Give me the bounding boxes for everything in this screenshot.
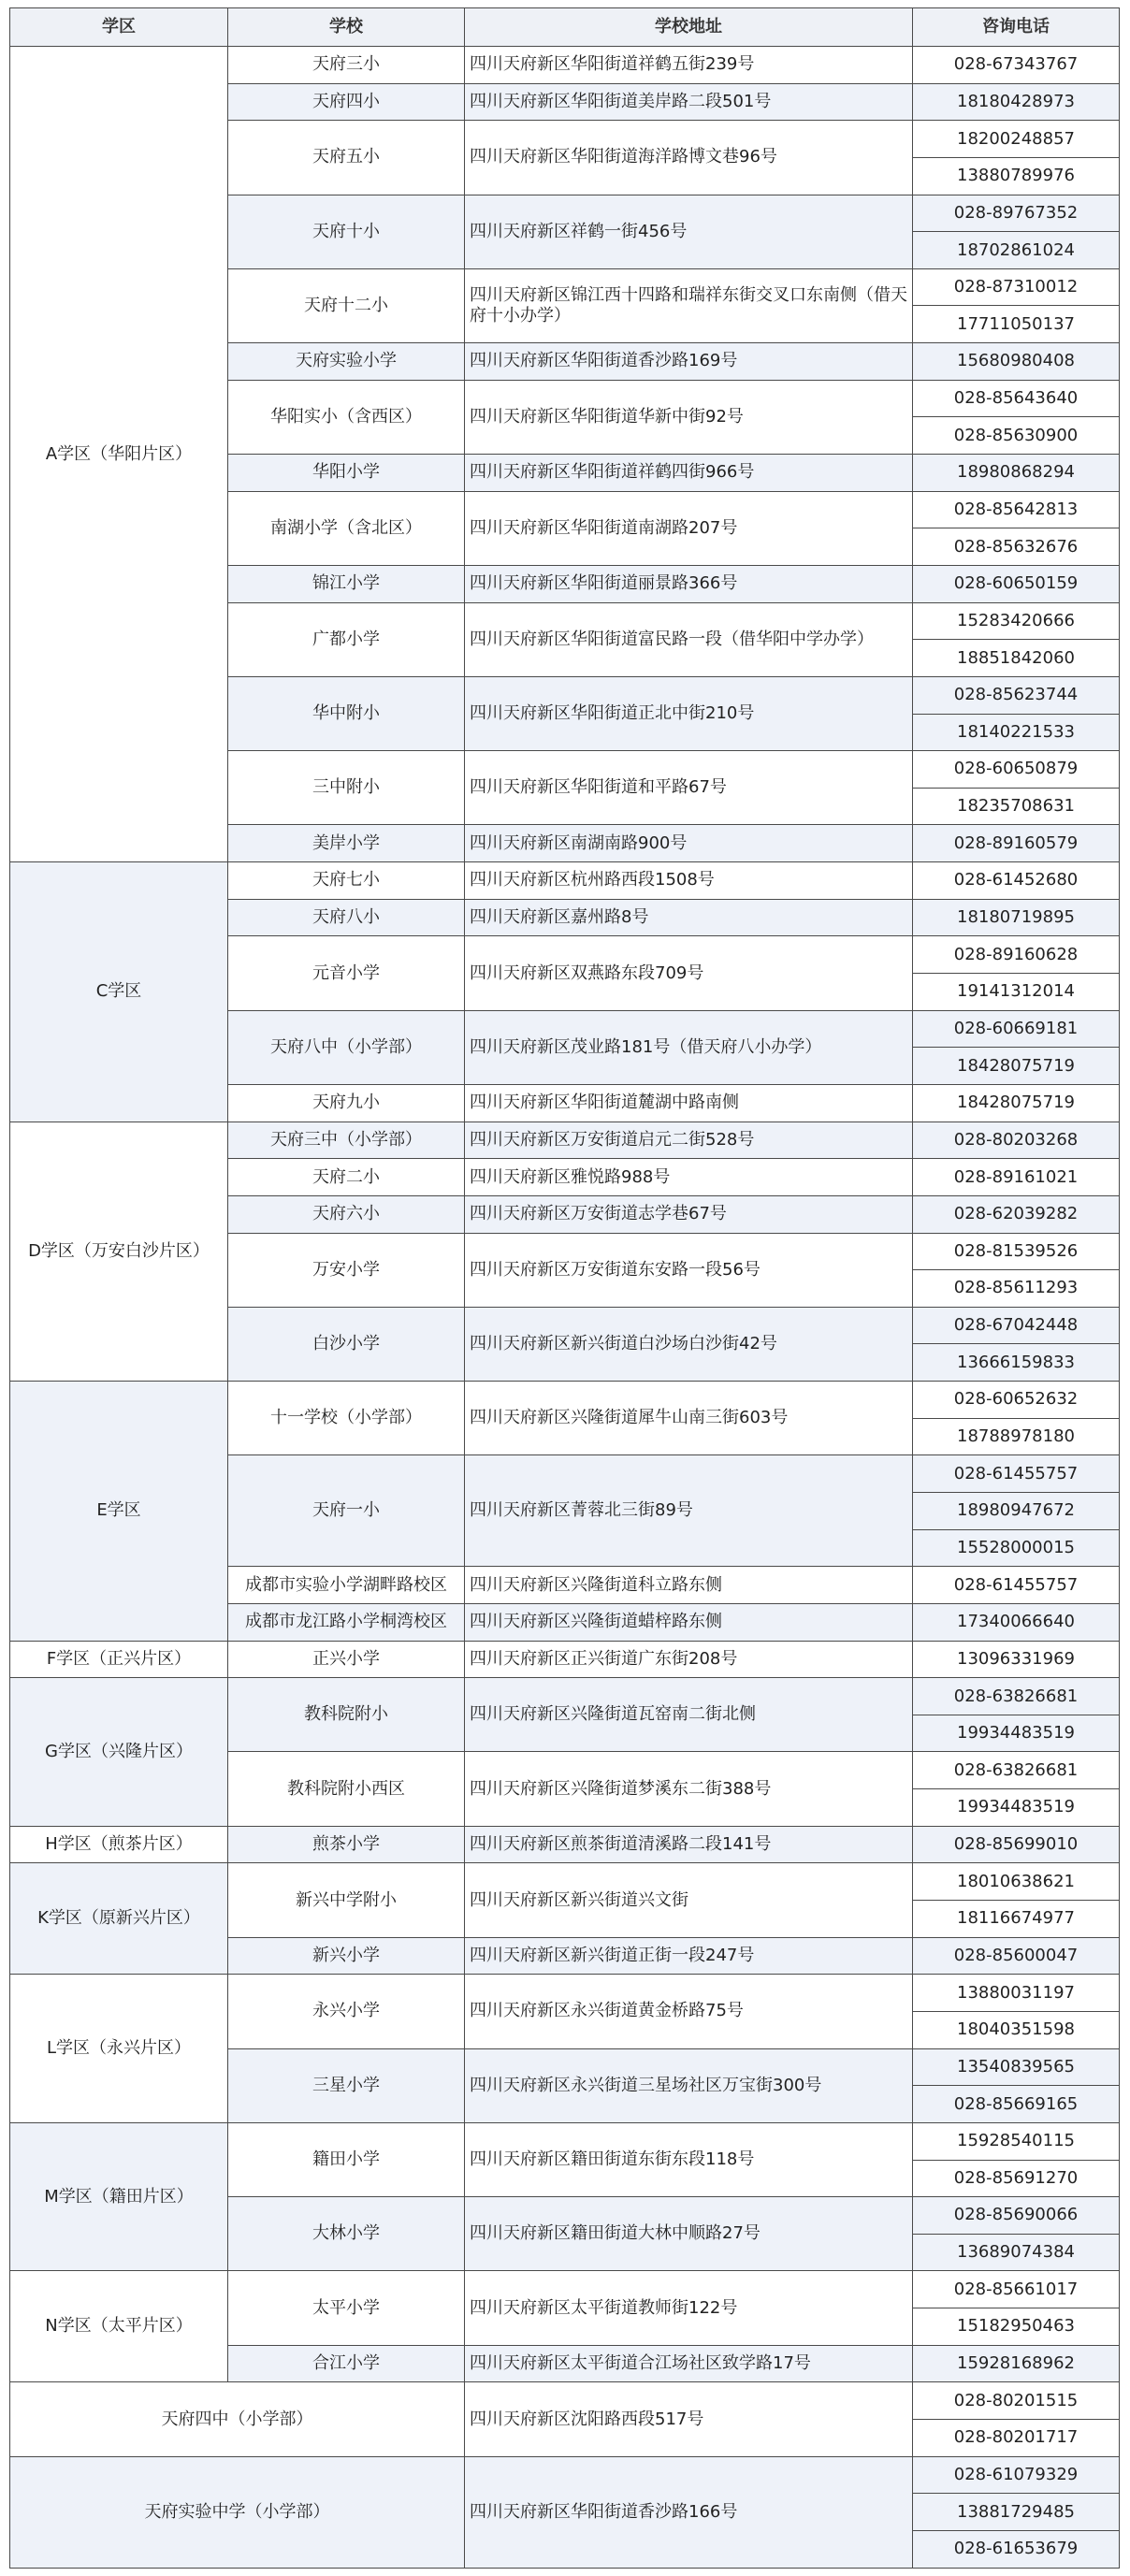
district-cell: N学区（太平片区）: [10, 2271, 228, 2382]
school-address-cell: 四川天府新区杭州路西段1508号: [465, 862, 913, 900]
district-cell: M学区（籍田片区）: [10, 2122, 228, 2271]
school-address-cell: 四川天府新区华阳街道和平路67号: [465, 751, 913, 825]
phone-cell: 15680980408: [913, 343, 1120, 381]
school-district-table: [9, 7, 1120, 2569]
school-name-cell: 天府十二小: [228, 268, 465, 342]
district-cell: F学区（正兴片区）: [10, 1641, 228, 1678]
school-name-cell: 正兴小学: [228, 1641, 465, 1678]
phone-cell: 028-80203268: [913, 1122, 1120, 1159]
table-row: [10, 2122, 1120, 2160]
phone-cell: 028-85661017: [913, 2271, 1120, 2308]
school-address-cell: 四川天府新区正兴街道广东街208号: [465, 1641, 913, 1678]
phone-cell: 18200248857: [913, 121, 1120, 158]
phone-cell: 028-60650159: [913, 565, 1120, 602]
district-cell: L学区（永兴片区）: [10, 1975, 228, 2123]
school-name-cell: 白沙小学: [228, 1307, 465, 1381]
school-address-cell: 四川天府新区太平街道教师街122号: [465, 2271, 913, 2345]
phone-cell: 028-61455757: [913, 1567, 1120, 1604]
school-name-cell: 成都市实验小学湖畔路校区: [228, 1567, 465, 1604]
school-address-cell: 四川天府新区华阳街道祥鹤五街239号: [465, 47, 913, 84]
school-address-cell: 四川天府新区锦江西十四路和瑞祥东街交叉口东南侧（借天府十小办学）: [465, 268, 913, 342]
school-name-cell: 三星小学: [228, 2048, 465, 2122]
phone-cell: 028-80201515: [913, 2382, 1120, 2420]
school-address-cell: 四川天府新区嘉州路8号: [465, 899, 913, 936]
phone-cell: 15928540115: [913, 2122, 1120, 2160]
school-address-cell: 四川天府新区新兴街道兴文街: [465, 1863, 913, 1937]
school-name-cell: 锦江小学: [228, 565, 465, 602]
school-address-cell: 四川天府新区华阳街道海洋路博文巷96号: [465, 121, 913, 195]
district-cell: C学区: [10, 862, 228, 1122]
phone-cell: 028-62039282: [913, 1195, 1120, 1233]
district-cell: A学区（华阳片区）: [10, 47, 228, 862]
school-name-cell: 三中附小: [228, 751, 465, 825]
table-row: [10, 1122, 1120, 1159]
header-school: 学校: [228, 8, 465, 47]
school-address-cell: 四川天府新区籍田街道大林中顺路27号: [465, 2197, 913, 2271]
table-header-row: [10, 8, 1120, 47]
header-address: 学校地址: [465, 8, 913, 47]
phone-cell: 028-60652632: [913, 1382, 1120, 1419]
school-address-cell: 四川天府新区菁蓉北三街89号: [465, 1455, 913, 1567]
school-name-cell: 太平小学: [228, 2271, 465, 2345]
phone-cell: 13880789976: [913, 157, 1120, 195]
school-name-cell: 十一学校（小学部）: [228, 1382, 465, 1455]
school-name-cell: 天府四小: [228, 83, 465, 121]
phone-cell: 15283420666: [913, 602, 1120, 640]
table-row: [10, 1382, 1120, 1419]
phone-cell: 18010638621: [913, 1863, 1120, 1901]
phone-cell: 17711050137: [913, 306, 1120, 343]
school-address-cell: 四川天府新区兴隆街道梦溪东二街388号: [465, 1752, 913, 1826]
district-cell: D学区（万安白沙片区）: [10, 1122, 228, 1381]
phone-cell: 028-60669181: [913, 1010, 1120, 1048]
school-address-cell: 四川天府新区雅悦路988号: [465, 1159, 913, 1196]
school-name-cell: 新兴小学: [228, 1937, 465, 1975]
school-name-cell: 教科院附小西区: [228, 1752, 465, 1826]
school-address-cell: 四川天府新区华阳街道南湖路207号: [465, 491, 913, 565]
phone-cell: 028-89767352: [913, 195, 1120, 232]
school-address-cell: 四川天府新区太平街道合江场社区致学路17号: [465, 2345, 913, 2382]
school-name-cell: 天府实验小学: [228, 343, 465, 381]
school-address-cell: 四川天府新区双燕路东段709号: [465, 936, 913, 1010]
phone-cell: 18980868294: [913, 455, 1120, 492]
phone-cell: 13881729485: [913, 2494, 1120, 2531]
table-row: [10, 862, 1120, 900]
standalone-school-name-cell: 天府四中（小学部）: [10, 2382, 465, 2456]
school-address-cell: 四川天府新区兴隆街道瓦窑南二街北侧: [465, 1678, 913, 1752]
school-name-cell: 南湖小学（含北区）: [228, 491, 465, 565]
table-row: [10, 1863, 1120, 1901]
phone-cell: 18140221533: [913, 714, 1120, 751]
school-name-cell: 天府五小: [228, 121, 465, 195]
school-address-cell: 四川天府新区华阳街道华新中街92号: [465, 380, 913, 454]
school-name-cell: 元音小学: [228, 936, 465, 1010]
phone-cell: 18851842060: [913, 640, 1120, 677]
phone-cell: 028-63826681: [913, 1678, 1120, 1715]
school-address-cell: 四川天府新区华阳街道香沙路166号: [465, 2456, 913, 2568]
school-name-cell: 天府八中（小学部）: [228, 1010, 465, 1084]
header-phone: 咨询电话: [913, 8, 1120, 47]
phone-cell: 18428075719: [913, 1084, 1120, 1122]
table-row: [10, 1826, 1120, 1863]
school-address-cell: 四川天府新区兴隆街道科立路东侧: [465, 1567, 913, 1604]
school-address-cell: 四川天府新区华阳街道富民路一段（借华阳中学办学）: [465, 602, 913, 676]
school-name-cell: 永兴小学: [228, 1975, 465, 2048]
district-cell: K学区（原新兴片区）: [10, 1863, 228, 1975]
table-row: [10, 2271, 1120, 2308]
school-address-cell: 四川天府新区兴隆街道蜡梓路东侧: [465, 1603, 913, 1641]
school-address-cell: 四川天府新区永兴街道黄金桥路75号: [465, 1975, 913, 2048]
phone-cell: 028-89161021: [913, 1159, 1120, 1196]
school-name-cell: 华中附小: [228, 676, 465, 750]
phone-cell: 13096331969: [913, 1641, 1120, 1678]
phone-cell: 13666159833: [913, 1344, 1120, 1382]
table-row: [10, 2456, 1120, 2494]
phone-cell: 18980947672: [913, 1492, 1120, 1529]
school-name-cell: 煎茶小学: [228, 1826, 465, 1863]
school-name-cell: 合江小学: [228, 2345, 465, 2382]
phone-cell: 028-81539526: [913, 1233, 1120, 1270]
phone-cell: 18180719895: [913, 899, 1120, 936]
phone-cell: 028-60650879: [913, 751, 1120, 789]
school-name-cell: 天府六小: [228, 1195, 465, 1233]
school-address-cell: 四川天府新区万安街道东安路一段56号: [465, 1233, 913, 1307]
school-address-cell: 四川天府新区华阳街道麓湖中路南侧: [465, 1084, 913, 1122]
school-name-cell: 天府一小: [228, 1455, 465, 1567]
phone-cell: 028-85690066: [913, 2197, 1120, 2235]
school-address-cell: 四川天府新区茂业路181号（借天府八小办学）: [465, 1010, 913, 1084]
phone-cell: 028-85600047: [913, 1937, 1120, 1975]
school-name-cell: 天府七小: [228, 862, 465, 900]
phone-cell: 18180428973: [913, 83, 1120, 121]
school-address-cell: 四川天府新区煎茶街道清溪路二段141号: [465, 1826, 913, 1863]
table-row: [10, 47, 1120, 84]
school-name-cell: 新兴中学附小: [228, 1863, 465, 1937]
school-name-cell: 华阳实小（含西区）: [228, 380, 465, 454]
school-address-cell: 四川天府新区祥鹤一街456号: [465, 195, 913, 268]
school-name-cell: 天府三中（小学部）: [228, 1122, 465, 1159]
phone-cell: 19934483519: [913, 1789, 1120, 1827]
phone-cell: 028-61079329: [913, 2456, 1120, 2494]
table-row: [10, 1975, 1120, 2012]
school-name-cell: 天府十小: [228, 195, 465, 268]
standalone-school-name-cell: 天府实验中学（小学部）: [10, 2456, 465, 2568]
phone-cell: 19141312014: [913, 974, 1120, 1011]
phone-cell: 028-67042448: [913, 1307, 1120, 1344]
phone-cell: 13689074384: [913, 2234, 1120, 2271]
school-name-cell: 大林小学: [228, 2197, 465, 2271]
phone-cell: 18116674977: [913, 1901, 1120, 1938]
school-name-cell: 籍田小学: [228, 2122, 465, 2196]
school-name-cell: 教科院附小: [228, 1678, 465, 1752]
school-address-cell: 四川天府新区华阳街道正北中街210号: [465, 676, 913, 750]
phone-cell: 15528000015: [913, 1529, 1120, 1567]
phone-cell: 028-80201717: [913, 2420, 1120, 2457]
phone-cell: 028-63826681: [913, 1752, 1120, 1789]
phone-cell: 028-87310012: [913, 268, 1120, 306]
phone-cell: 028-89160628: [913, 936, 1120, 974]
phone-cell: 028-85623744: [913, 676, 1120, 714]
school-address-cell: 四川天府新区新兴街道正街一段247号: [465, 1937, 913, 1975]
school-name-cell: 华阳小学: [228, 455, 465, 492]
phone-cell: 13880031197: [913, 1975, 1120, 2012]
phone-cell: 028-85611293: [913, 1270, 1120, 1308]
school-name-cell: 天府二小: [228, 1159, 465, 1196]
school-address-cell: 四川天府新区兴隆街道犀牛山南三街603号: [465, 1382, 913, 1455]
phone-cell: 15182950463: [913, 2308, 1120, 2346]
phone-cell: 028-85643640: [913, 380, 1120, 417]
school-name-cell: 天府三小: [228, 47, 465, 84]
phone-cell: 028-85699010: [913, 1826, 1120, 1863]
phone-cell: 19934483519: [913, 1715, 1120, 1752]
phone-cell: 15928168962: [913, 2345, 1120, 2382]
table-row: [10, 1641, 1120, 1678]
phone-cell: 028-85632676: [913, 528, 1120, 566]
table-row: [10, 1678, 1120, 1715]
school-name-cell: 广都小学: [228, 602, 465, 676]
school-address-cell: 四川天府新区万安街道志学巷67号: [465, 1195, 913, 1233]
phone-cell: 028-61455757: [913, 1455, 1120, 1493]
school-name-cell: 天府九小: [228, 1084, 465, 1122]
phone-cell: 028-89160579: [913, 825, 1120, 862]
phone-cell: 18702861024: [913, 232, 1120, 269]
phone-cell: 028-85642813: [913, 491, 1120, 528]
school-address-cell: 四川天府新区华阳街道丽景路366号: [465, 565, 913, 602]
phone-cell: 18040351598: [913, 2011, 1120, 2048]
phone-cell: 18788978180: [913, 1418, 1120, 1455]
phone-cell: 18428075719: [913, 1048, 1120, 1085]
district-cell: G学区（兴隆片区）: [10, 1678, 228, 1827]
school-name-cell: 美岸小学: [228, 825, 465, 862]
school-address-cell: 四川天府新区沈阳路西段517号: [465, 2382, 913, 2456]
phone-cell: 028-61653679: [913, 2530, 1120, 2568]
school-name-cell: 成都市龙江路小学桐湾校区: [228, 1603, 465, 1641]
school-name-cell: 天府八小: [228, 899, 465, 936]
school-address-cell: 四川天府新区华阳街道香沙路169号: [465, 343, 913, 381]
school-address-cell: 四川天府新区新兴街道白沙场白沙街42号: [465, 1307, 913, 1381]
phone-cell: 028-85669165: [913, 2086, 1120, 2123]
district-cell: E学区: [10, 1382, 228, 1641]
phone-cell: 028-61452680: [913, 862, 1120, 900]
table-row: [10, 2382, 1120, 2420]
phone-cell: 028-67343767: [913, 47, 1120, 84]
phone-cell: 17340066640: [913, 1603, 1120, 1641]
phone-cell: 18235708631: [913, 788, 1120, 825]
school-address-cell: 四川天府新区万安街道启元二街528号: [465, 1122, 913, 1159]
header-district: 学区: [10, 8, 228, 47]
school-address-cell: 四川天府新区永兴街道三星场社区万宝街300号: [465, 2048, 913, 2122]
school-name-cell: 万安小学: [228, 1233, 465, 1307]
school-address-cell: 四川天府新区华阳街道祥鹤四街966号: [465, 455, 913, 492]
phone-cell: 028-85630900: [913, 417, 1120, 455]
school-address-cell: 四川天府新区南湖南路900号: [465, 825, 913, 862]
district-cell: H学区（煎茶片区）: [10, 1826, 228, 1863]
school-address-cell: 四川天府新区籍田街道东街东段118号: [465, 2122, 913, 2196]
phone-cell: 028-85691270: [913, 2160, 1120, 2197]
school-address-cell: 四川天府新区华阳街道美岸路二段501号: [465, 83, 913, 121]
phone-cell: 13540839565: [913, 2048, 1120, 2086]
